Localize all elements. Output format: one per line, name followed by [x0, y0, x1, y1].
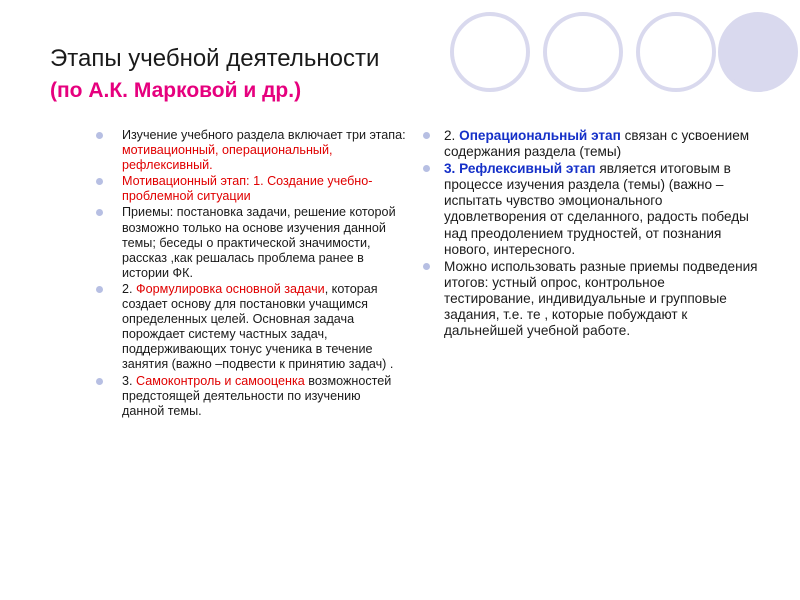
decor-circle-2: [543, 12, 623, 92]
text-run: Изучение учебного раздела включает три этапа:: [122, 128, 406, 142]
title-line-2: (по А.К. Марковой и др.): [50, 79, 302, 102]
text-run: является итоговым в процессе изучения раздела (темы) (важно – испытать чувство эмоционального удовлетворения от сделанного, радость победы над преодолением трудностей, от познания нового, интересного.: [444, 161, 749, 257]
text-run: Мотивационный этап:: [122, 174, 250, 189]
decor-circle-4: [718, 12, 798, 92]
bullet-icon: [423, 263, 430, 270]
text-run: Рефлексивный этап: [459, 161, 596, 177]
bullet-item: [96, 282, 406, 373]
text-run: Формулировка основной задачи: [136, 281, 325, 296]
bullet-icon: [96, 286, 103, 293]
title-line-1: Этапы учебной деятельности: [50, 45, 380, 72]
bullet-icon: [423, 165, 430, 172]
bullet-icon: [96, 178, 103, 185]
text-run: 2.: [444, 128, 460, 143]
bullet-icon: [96, 132, 103, 139]
bullet-item: [96, 174, 406, 204]
text-run: 1. Создание учебно-проблемной ситуации: [122, 174, 373, 204]
bullet-icon: [96, 209, 103, 216]
bullet-item: [96, 205, 406, 280]
text-run: Самоконтроль и самооценка: [136, 373, 305, 388]
bullet-item: [423, 259, 758, 339]
text-run: Операциональный этап: [459, 128, 621, 143]
bullet-item: [423, 128, 758, 160]
bullet-item: [96, 374, 406, 419]
text-run: 3.: [122, 373, 137, 388]
right-column: [423, 128, 758, 340]
left-column: [96, 128, 406, 420]
text-run: Приемы: постановка задачи, решение которой возможно только на основе изучения данной темы; беседы о практической значимости, рассказ ,как решалась проблема ранее в истории ФК.: [122, 205, 396, 280]
text-run: Можно использовать разные приемы подведения итогов: устный опрос, контрольное тестирование, индивидуальные и групповые задания, т.е. те , которые побуждают к дальнейшей учебной работе.: [444, 258, 758, 339]
bullet-icon: [423, 132, 430, 139]
text-run: связан с усвоением содержания раздела (темы): [444, 128, 750, 160]
text-run: 3.: [444, 161, 460, 177]
text-run: возможностей предстоящей деятельности по изучению данной темы.: [122, 373, 392, 418]
decor-circle-1: [450, 12, 530, 92]
bullet-item: [96, 128, 406, 173]
text-run: мотивационный, операциональный, рефлексивный.: [122, 143, 333, 173]
bullet-item: [423, 161, 758, 258]
text-run: 2.: [122, 281, 137, 296]
bullet-icon: [96, 378, 103, 385]
decor-circle-3: [636, 12, 716, 92]
slide-title: [50, 44, 379, 106]
text-run: , которая создает основу для постановки учащимся определенных целей. Основная задача порождает систему частных задач, поддерживающих тонус ученика в течение занятия (важно –подвести к принятию задач) .: [122, 281, 394, 372]
